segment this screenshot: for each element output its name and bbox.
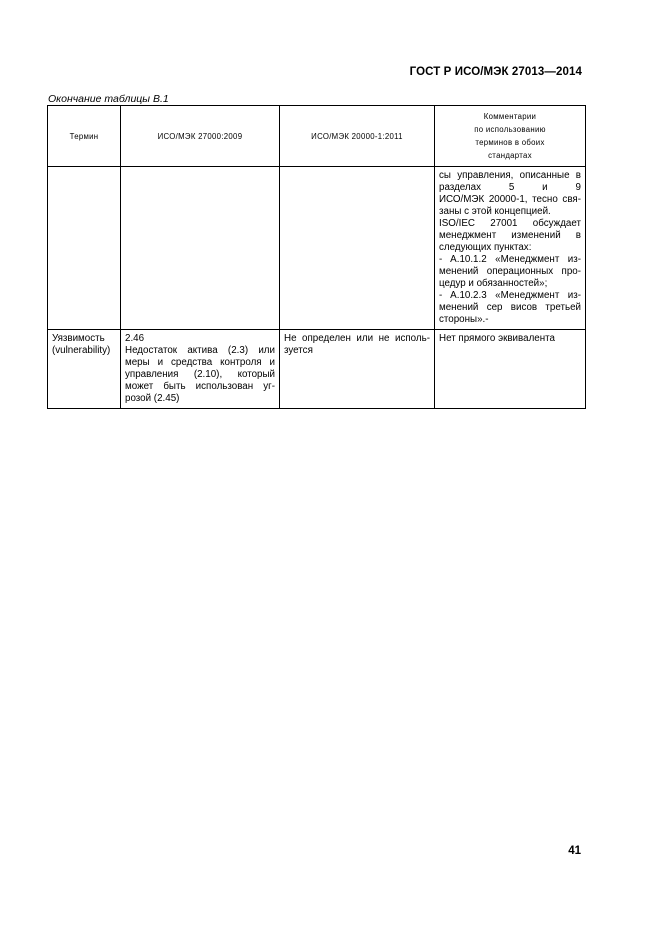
document-header: ГОСТ Р ИСО/МЭК 27013—2014 (409, 66, 582, 78)
table-caption: Окончание таблицы В.1 (48, 93, 169, 105)
header-comments: Комментарии по использованию терминов в обоих стандартах (435, 106, 586, 167)
header-term: Термин (48, 106, 121, 167)
table-row (48, 167, 586, 330)
cell-iso20000: Не определен или не исполь- зуется (280, 330, 435, 409)
table-header-row (48, 106, 586, 167)
comparison-table (47, 105, 586, 409)
cell-iso27000: 2.46 Недостаток актива (2.3) или меры и средства контроля и управления (2.10), который может быть использован уг- розой (2.45) (121, 330, 280, 409)
table-row (48, 330, 586, 409)
cell-comment: Нет прямого эквивалента (435, 330, 586, 409)
cell-iso27000 (121, 167, 280, 330)
cell-term: Уязвимость (vulnerability) (48, 330, 121, 409)
header-iso27000: ИСО/МЭК 27000:2009 (121, 106, 280, 167)
cell-comment: сы управления, описанные в разделах 5 и 9 ИСО/МЭК 20000-1, тесно свя- заны с этой концепцией. ISO/IEC 27001 обсуждает менеджмент изменений в следующих пунктах: - A.10.1.2 «Менеджмент из- менений операционных про- цедур и обязанностей»; - A.10.2.3 «Менеджмент из- менений сер висов третьей стороны».- (435, 167, 586, 330)
cell-term (48, 167, 121, 330)
page-number: 41 (568, 845, 581, 857)
header-iso20000: ИСО/МЭК 20000-1:2011 (280, 106, 435, 167)
cell-iso20000 (280, 167, 435, 330)
